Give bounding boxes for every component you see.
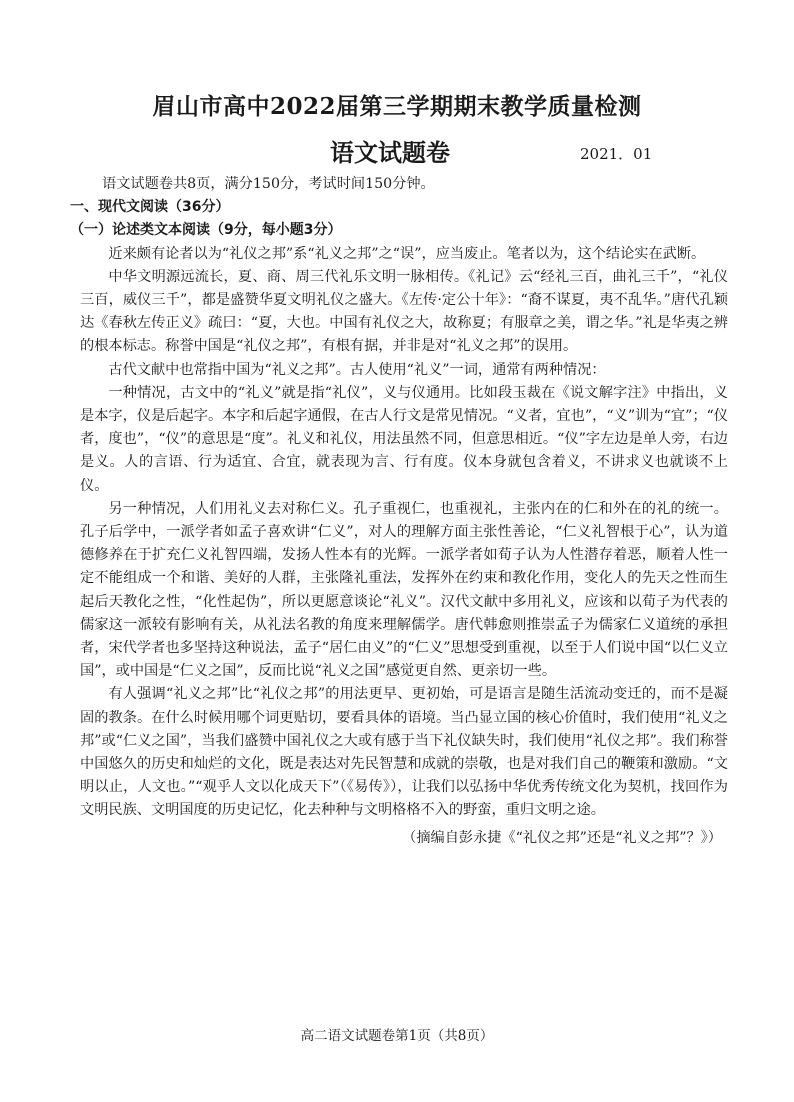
section-subheading: （一）论述类文本阅读（9分，每小题3分） — [70, 222, 342, 239]
exam-title: 眉山市高中2022届第三学期期末教学质量检测 — [152, 93, 642, 120]
paragraph: 有人强调“礼义之邦”比“礼仪之邦”的用法更早、更初始，可是语言是随生活流动变迁的，而不是凝固的教条。在什么时候用哪个词更贴切，要看具体的语境。当凸显立国的核心价值时，我们使用“礼义之邦”或“仁义之国”，当我们盛赞中国礼仪之大或有感于当下礼仪缺失时，我们使用“礼仪之邦”。我们称誉中国悠久的历史和灿烂的文化，既是表达对先民智慧和成就的崇敬，也是对我们自己的鞭策和激励。“文明以止，人文也。”“观乎人文以化成天下”（《易传》），让我们以弘扬中华优秀传统文化为契机，找回作为文明民族、文明国度的历史记忆，化去种种与文明格格不入的野蛮，重归文明之途。 — [80, 686, 728, 819]
source-citation: （摘编自彭永捷《“礼仪之邦”还是“礼义之邦”？》） — [402, 829, 722, 846]
paragraph: 一种情况，古文中的“礼义”就是指“礼仪”，义与仪通用。比如段玉裁在《说文解字注》中指出，义是本字，仪是后起字。本字和后起字通假，在古人行文是常见情况。“义者，宜也”，“义”训为“宜”；“仪者，度也”，“仪”的意思是“度”。礼义和礼仪，用法虽然不同，但意思相近。“仪”字左边是单人旁，右边是义。人的言语、行为适宜、合宜，就表现为言、行有度。仪本身就包含着义，不讲求义也就谈不上仪。 — [80, 384, 728, 494]
exam-instructions: 语文试题卷共8页，满分150分，考试时间150分钟。 — [102, 176, 435, 192]
exam-subtitle: 语文试题卷 — [330, 138, 450, 167]
exam-date: 2021．01 — [580, 145, 653, 163]
paragraph: 另一种情况，人们用礼义去对称仁义。孔子重视仁，也重视礼，主张内在的仁和外在的礼的统一。孔子后学中，一派学者如孟子喜欢讲“仁义”，对人的理解方面主张性善论，“仁义礼智根于心”，认为道德修养在于扩充仁义礼智四端，发扬人性本有的光辉。一派学者如荀子认为人性潜存着恶，顺着人性一定不能组成一个和谐、美好的人群，主张隆礼重法，发挥外在约束和教化作用，变化人的先天之性而生起后天教化之性，“化性起伪”，所以更愿意谈论“礼义”。汉代文献中多用礼义，应该和以荀子为代表的儒家这一派较有影响有关，从礼法名教的角度来理解儒学。唐代韩愈则推崇孟子为儒家仁义道统的承担者，宋代学者也多坚持这种说法，孟子“居仁由义”的“仁义”思想受到重视，以至于人们说中国“以仁义立国”，或中国是“仁义之国”，反而比说“礼义之国”感觉更自然、更亲切一些。 — [80, 500, 728, 680]
paragraph: 中华文明源远流长，夏、商、周三代礼乐文明一脉相传。《礼记》云“经礼三百，曲礼三千”，“礼仪三百，威仪三千”，都是盛赞华夏文明礼仪之盛大。《左传·定公十年》：“裔不谋夏，夷不乱华。”唐代孔颖达《春秋左传正义》疏曰：“夏，大也。中国有礼仪之大，故称夏；有服章之美，谓之华。”礼是华夷之辨的根本标志。称誉中国是“礼仪之邦”，有根有据，并非是对“礼义之邦”的误用。 — [80, 268, 728, 355]
paragraph: 古代文献中也常指中国为“礼义之邦”。古人使用“礼义”一词，通常有两种情况： — [108, 361, 606, 378]
paragraph: 近来颇有论者以为“礼仪之邦”系“礼义之邦”之“误”，应当废止。笔者以为，这个结论实在武断。 — [108, 245, 706, 262]
exam-body — [70, 173, 728, 850]
page-footer: 高二语文试题卷第1页（共8页） — [300, 1028, 494, 1044]
section-heading: 一、现代文阅读（36分） — [70, 199, 230, 216]
